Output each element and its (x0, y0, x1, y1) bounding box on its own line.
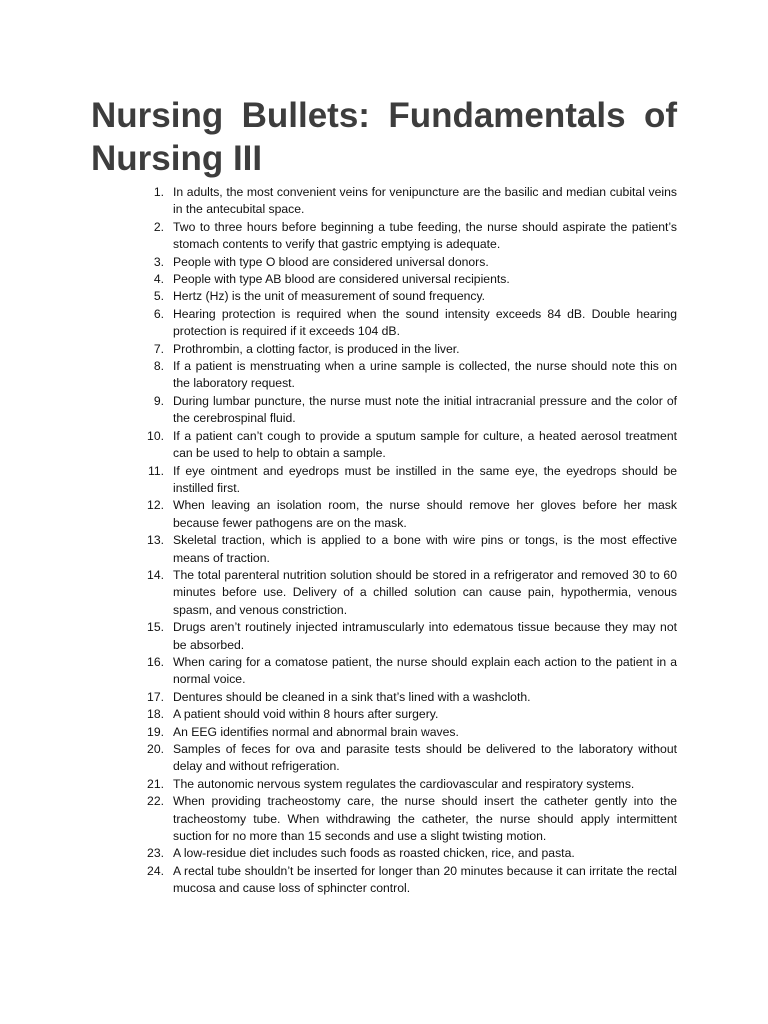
list-item-number: 5. (153, 289, 164, 304)
list-item-text: If eye ointment and eyedrops must be instilled in the same eye, the eyedrops should be instilled first. (173, 463, 677, 495)
list-item-number: 9. (153, 393, 164, 408)
list-item-text: Hearing protection is required when the sound intensity exceeds 84 dB. Double hearing protection is required if it exceeds 104 dB. (173, 306, 677, 339)
list-item-number: 18. (147, 707, 164, 722)
list-item-number: 20. (147, 742, 164, 756)
list-item-number: 8. (153, 359, 164, 374)
list-item-number: 12. (147, 498, 164, 513)
list-item-text: Two to three hours before beginning a tube feeding, the nurse should aspirate the patient’s stomach contents to verify that gastric emptying is adequate. (173, 219, 677, 252)
list-item-text: If a patient can’t cough to provide a sputum sample for culture, a heated aerosol treatment can be used to help to obtain a sample. (173, 428, 677, 461)
list-item-text: A patient should void within 8 hours after surgery. (173, 707, 439, 722)
list-item-text: Prothrombin, a clotting factor, is produced in the liver. (173, 341, 460, 356)
list-item-number: 17. (147, 689, 164, 704)
list-item (135, 793, 677, 845)
list-item (135, 219, 677, 254)
list-item (135, 358, 677, 393)
list-item (135, 288, 677, 305)
list-item (135, 271, 677, 288)
list-item (135, 463, 677, 498)
list-item (135, 532, 677, 567)
list-item (135, 341, 677, 358)
list-item-text: Dentures should be cleaned in a sink that’s lined with a washcloth. (173, 689, 531, 704)
list-item-text: The total parenteral nutrition solution should be stored in a refrigerator and removed 30 to 60 minutes before use. Delivery of a chilled solution can cause pain, hypothermia, venous spasm, and venous constriction. (173, 567, 677, 617)
list-item-number: 2. (153, 219, 164, 234)
list-item-text: During lumbar puncture, the nurse must note the initial intracranial pressure and the color of the cerebrospinal fluid. (173, 393, 677, 426)
list-item-text: Samples of feces for ova and parasite tests should be delivered to the laboratory without delay and without refrigeration. (173, 742, 677, 774)
list-item (135, 306, 677, 341)
list-item-text: When leaving an isolation room, the nurse should remove her gloves before her mask because fewer pathogens are on the mask. (173, 498, 677, 530)
list-item (135, 706, 677, 723)
list-item-text: People with type AB blood are considered universal recipients. (173, 272, 510, 287)
list-item (135, 845, 677, 862)
list-item-number: 3. (153, 254, 164, 269)
list-item-number: 21. (147, 776, 164, 791)
list-item-text: Hertz (Hz) is the unit of measurement of sound frequency. (173, 289, 486, 304)
list-item-text: Skeletal traction, which is applied to a bone with wire pins or tongs, is the most effective means of traction. (173, 533, 677, 565)
list-item-number: 4. (153, 272, 164, 287)
list-item-text: An EEG identifies normal and abnormal brain waves. (173, 724, 459, 739)
list-item-number: 22. (147, 794, 164, 809)
list-item-text: A low-residue diet includes such foods as roasted chicken, rice, and pasta. (173, 846, 575, 861)
list-item (135, 863, 677, 898)
list-item-number: 10. (147, 428, 164, 443)
list-item (135, 428, 677, 463)
list-item (135, 654, 677, 689)
list-item-text: People with type O blood are considered universal donors. (173, 254, 489, 269)
document-title: Nursing Bullets: Fundamentals of Nursing III (91, 96, 677, 178)
list-item (135, 184, 677, 219)
bullet-list (135, 184, 677, 898)
list-item-text: When providing tracheostomy care, the nurse should insert the catheter gently into the tracheostomy tube. When withdrawing the catheter, the nurse should apply intermittent suction for no more than 15 seconds and use a slight twisting motion. (173, 794, 677, 844)
list-item-text: A rectal tube shouldn’t be inserted for longer than 20 minutes because it can irritate the rectal mucosa and cause loss of sphincter control. (173, 863, 677, 896)
list-item-number: 24. (147, 863, 164, 878)
list-item-text: If a patient is menstruating when a urine sample is collected, the nurse should note this on the laboratory request. (173, 359, 677, 391)
list-item-number: 19. (147, 724, 164, 739)
list-item-number: 14. (147, 567, 164, 582)
list-item-number: 1. (153, 185, 164, 199)
list-item-number: 7. (153, 341, 164, 356)
list-item (135, 689, 677, 706)
list-item-text: The autonomic nervous system regulates the cardiovascular and respiratory systems. (173, 776, 635, 791)
list-item-number: 16. (147, 654, 164, 669)
list-item (135, 741, 677, 776)
list-item-text: In adults, the most convenient veins for venipuncture are the basilic and median cubital veins in the antecubital space. (173, 185, 677, 217)
list-item-number: 15. (147, 620, 164, 635)
list-item-text: When caring for a comatose patient, the nurse should explain each action to the patient in a normal voice. (173, 654, 677, 687)
list-item (135, 254, 677, 271)
list-item-text: Drugs aren’t routinely injected intramuscularly into edematous tissue because they may not be absorbed. (173, 620, 677, 652)
list-item-number: 6. (153, 306, 164, 321)
list-item (135, 776, 677, 793)
list-item-number: 13. (147, 533, 164, 548)
list-item (135, 497, 677, 532)
list-item-number: 11. (147, 463, 164, 478)
list-item (135, 567, 677, 619)
list-item (135, 724, 677, 741)
list-item-number: 23. (147, 846, 164, 861)
list-item (135, 619, 677, 654)
list-item (135, 393, 677, 428)
